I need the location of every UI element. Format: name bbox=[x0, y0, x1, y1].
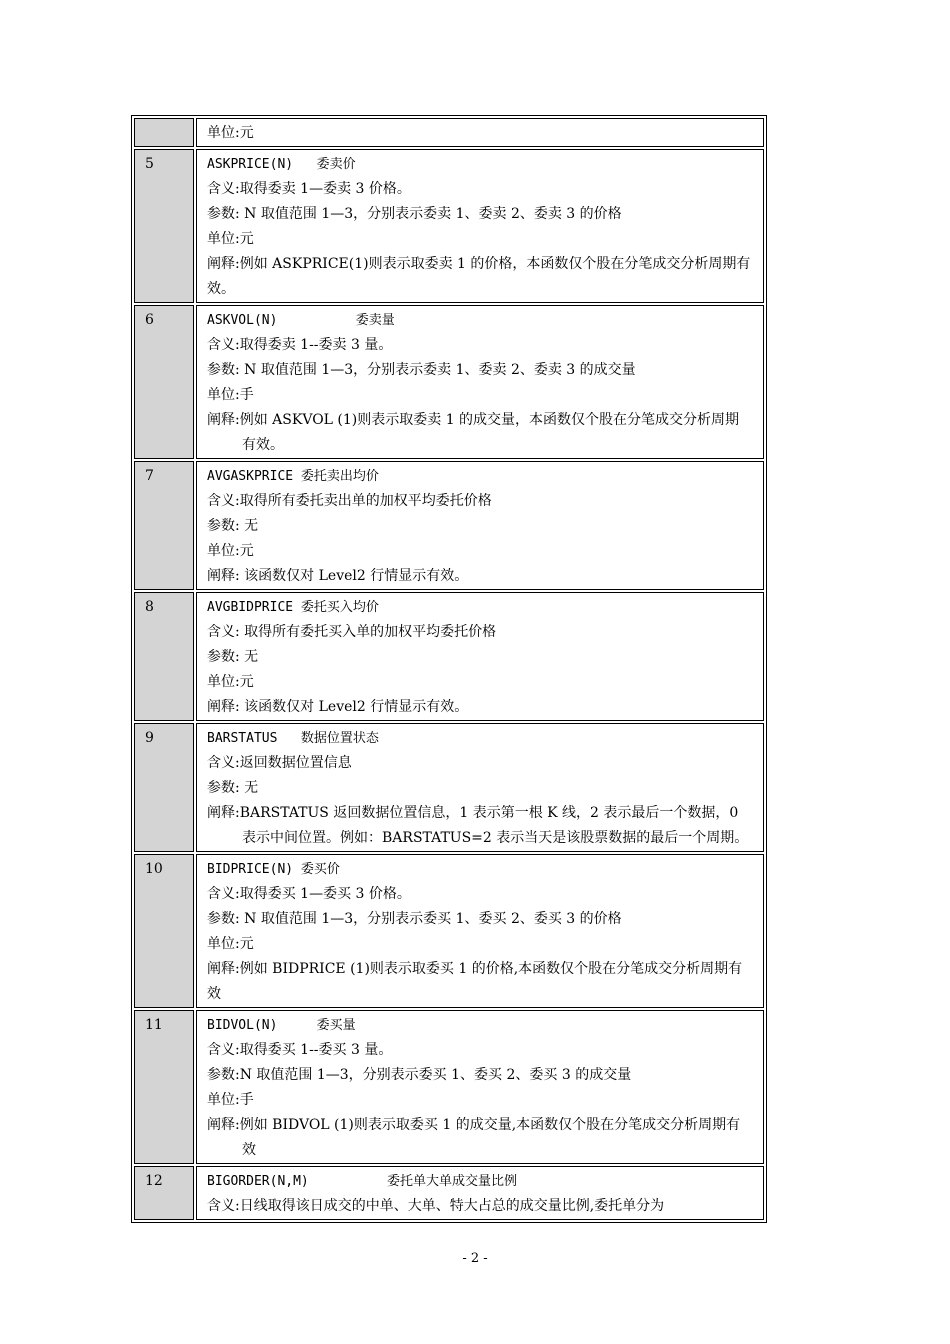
meaning-line: 含义:取得委卖 1—委卖 3 价格。 bbox=[207, 181, 411, 197]
table-row bbox=[134, 592, 764, 721]
meaning-line: 含义:取得委买 1—委买 3 价格。 bbox=[207, 886, 411, 902]
table-row bbox=[134, 149, 764, 303]
parameter-line: 参数: N 取值范围 1—3，分别表示委卖 1、委卖 2、委卖 3 的成交量 bbox=[207, 362, 636, 378]
parameter-line: 参数: 无 bbox=[207, 649, 259, 665]
function-signature: ASKVOL(N) 委卖量 bbox=[207, 313, 395, 328]
parameter-line: 参数: 无 bbox=[207, 780, 259, 796]
row-number: 11 bbox=[134, 1010, 194, 1164]
unit-line: 单位:手 bbox=[207, 1092, 254, 1108]
page-number: - 2 - bbox=[462, 1251, 488, 1266]
meaning-line: 含义:取得委卖 1--委卖 3 量。 bbox=[207, 337, 393, 353]
function-signature: BIGORDER(N,M) 委托单大单成交量比例 bbox=[207, 1174, 518, 1189]
row-content bbox=[196, 854, 764, 1008]
row-content bbox=[196, 118, 764, 147]
function-signature: BIDVOL(N) 委买量 bbox=[207, 1018, 356, 1033]
parameter-line: 参数: N 取值范围 1—3，分别表示委买 1、委买 2、委买 3 的价格 bbox=[207, 911, 622, 927]
table-row bbox=[134, 854, 764, 1008]
meaning-line: 含义: 取得所有委托买入单的加权平均委托价格 bbox=[207, 624, 497, 640]
explanation-line: 阐释:例如 ASKPRICE(1)则表示取委卖 1 的价格，本函数仅个股在分笔成交分析周期有效。 bbox=[207, 256, 751, 297]
meaning-line: 含义:日线取得该日成交的中单、大单、特大占总的成交量比例,委托单分为 bbox=[207, 1198, 665, 1214]
meaning-line: 含义:返回数据位置信息 bbox=[207, 755, 352, 771]
unit-line: 单位:元 bbox=[207, 543, 254, 559]
function-reference-table bbox=[131, 115, 767, 1223]
row-number: 6 bbox=[134, 305, 194, 459]
row-content bbox=[196, 305, 764, 459]
table-row bbox=[134, 118, 764, 147]
function-signature: AVGASKPRICE 委托卖出均价 bbox=[207, 469, 379, 484]
row-content bbox=[196, 1010, 764, 1164]
table-row bbox=[134, 461, 764, 590]
parameter-line: 参数: 无 bbox=[207, 518, 259, 534]
table-row bbox=[134, 1166, 764, 1220]
row-content bbox=[196, 1166, 764, 1220]
explanation-line: 阐释:例如 ASKVOL (1)则表示取委卖 1 的成交量，本函数仅个股在分笔成交分析周期有效。 bbox=[207, 412, 740, 453]
meaning-line: 含义:取得所有委托卖出单的加权平均委托价格 bbox=[207, 493, 492, 509]
row-number bbox=[134, 118, 194, 147]
row-number: 5 bbox=[134, 149, 194, 303]
row-content bbox=[196, 723, 764, 852]
row-number: 12 bbox=[134, 1166, 194, 1220]
meaning-line: 含义:取得委买 1--委买 3 量。 bbox=[207, 1042, 393, 1058]
explanation-line: 阐释:例如 BIDPRICE (1)则表示取委买 1 的价格,本函数仅个股在分笔成交分析周期有效 bbox=[207, 961, 743, 1002]
unit-line: 单位:元 bbox=[207, 125, 254, 141]
table-row bbox=[134, 1010, 764, 1164]
row-number: 7 bbox=[134, 461, 194, 590]
row-content bbox=[196, 149, 764, 303]
unit-line: 单位:手 bbox=[207, 387, 254, 403]
parameter-line: 参数: N 取值范围 1—3，分别表示委卖 1、委卖 2、委卖 3 的价格 bbox=[207, 206, 622, 222]
unit-line: 单位:元 bbox=[207, 936, 254, 952]
table-row bbox=[134, 723, 764, 852]
explanation-line: 阐释:例如 BIDVOL (1)则表示取委买 1 的成交量,本函数仅个股在分笔成交分析周期有效 bbox=[207, 1117, 741, 1158]
unit-line: 单位:元 bbox=[207, 674, 254, 690]
function-signature: AVGBIDPRICE 委托买入均价 bbox=[207, 600, 379, 615]
function-signature: ASKPRICE(N) 委卖价 bbox=[207, 157, 356, 172]
row-number: 8 bbox=[134, 592, 194, 721]
explanation-line: 阐释: 该函数仅对 Level2 行情显示有效。 bbox=[207, 699, 469, 715]
unit-line: 单位:元 bbox=[207, 231, 254, 247]
row-content bbox=[196, 461, 764, 590]
row-number: 10 bbox=[134, 854, 194, 1008]
explanation-line: 阐释: 该函数仅对 Level2 行情显示有效。 bbox=[207, 568, 469, 584]
parameter-line: 参数:N 取值范围 1—3，分别表示委买 1、委买 2、委买 3 的成交量 bbox=[207, 1067, 632, 1083]
function-signature: BARSTATUS 数据位置状态 bbox=[207, 731, 379, 746]
explanation-line: 阐释:BARSTATUS 返回数据位置信息，1 表示第一根 K 线，2 表示最后一个数据，0 表示中间位置。例如：BARSTATUS=2 表示当天是该股票数据的最后一个周期。 bbox=[207, 805, 749, 846]
function-signature: BIDPRICE(N) 委买价 bbox=[207, 862, 340, 877]
row-number: 9 bbox=[134, 723, 194, 852]
row-content bbox=[196, 592, 764, 721]
table-row bbox=[134, 305, 764, 459]
